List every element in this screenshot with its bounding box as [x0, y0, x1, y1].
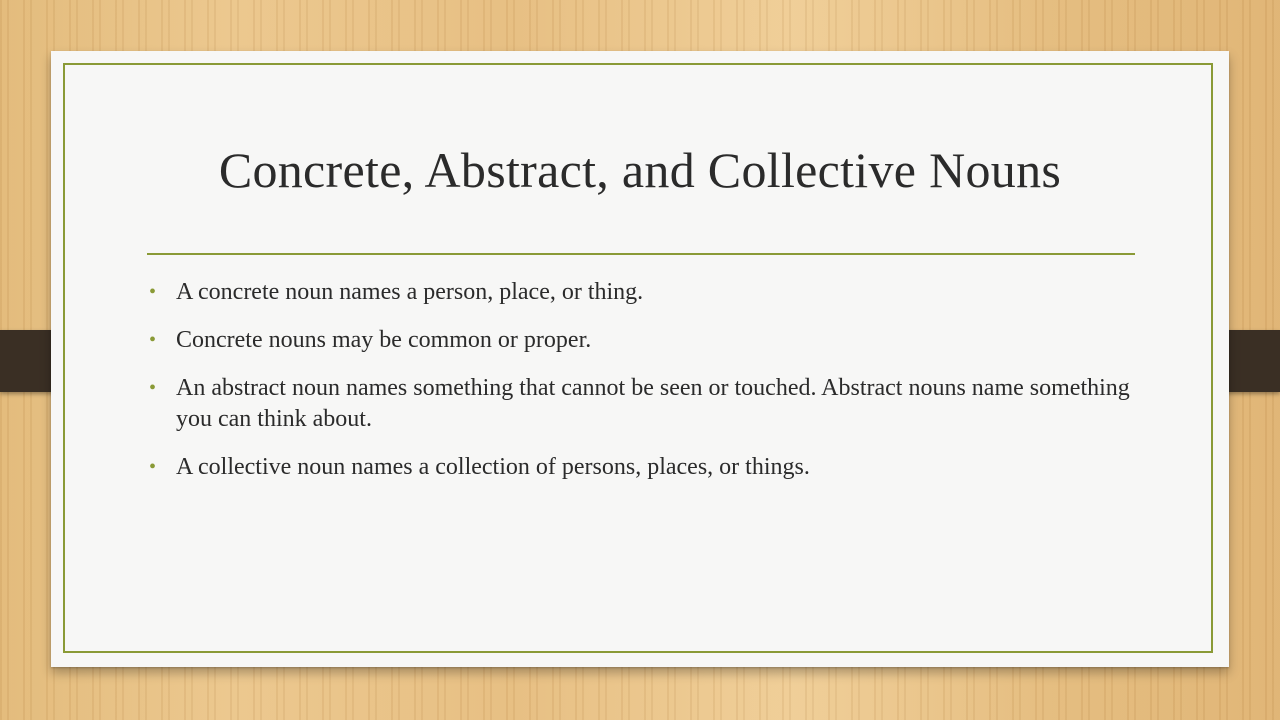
bullet-item	[149, 277, 1139, 308]
bullet-text: A concrete noun names a person, place, or thing.	[176, 279, 644, 305]
slide-title: Concrete, Abstract, and Collective Nouns	[218, 142, 1062, 198]
slide-card	[51, 51, 1229, 667]
bullet-item	[149, 325, 1139, 356]
title-divider	[147, 253, 1135, 255]
bullet-icon: •	[149, 281, 157, 303]
bullet-text: Concrete nouns may be common or proper.	[176, 327, 592, 353]
bullet-text: An abstract noun names something that cannot be seen or touched. Abstract nouns name something you can think about.	[176, 375, 1130, 432]
bullet-text: A collective noun names a collection of persons, places, or things.	[176, 454, 810, 480]
bullet-icon: •	[149, 377, 157, 399]
bullet-item	[149, 452, 1139, 483]
bullet-item	[149, 373, 1139, 435]
bullet-icon: •	[149, 456, 157, 478]
bullet-icon: •	[149, 329, 157, 351]
bullet-list	[149, 277, 1139, 500]
